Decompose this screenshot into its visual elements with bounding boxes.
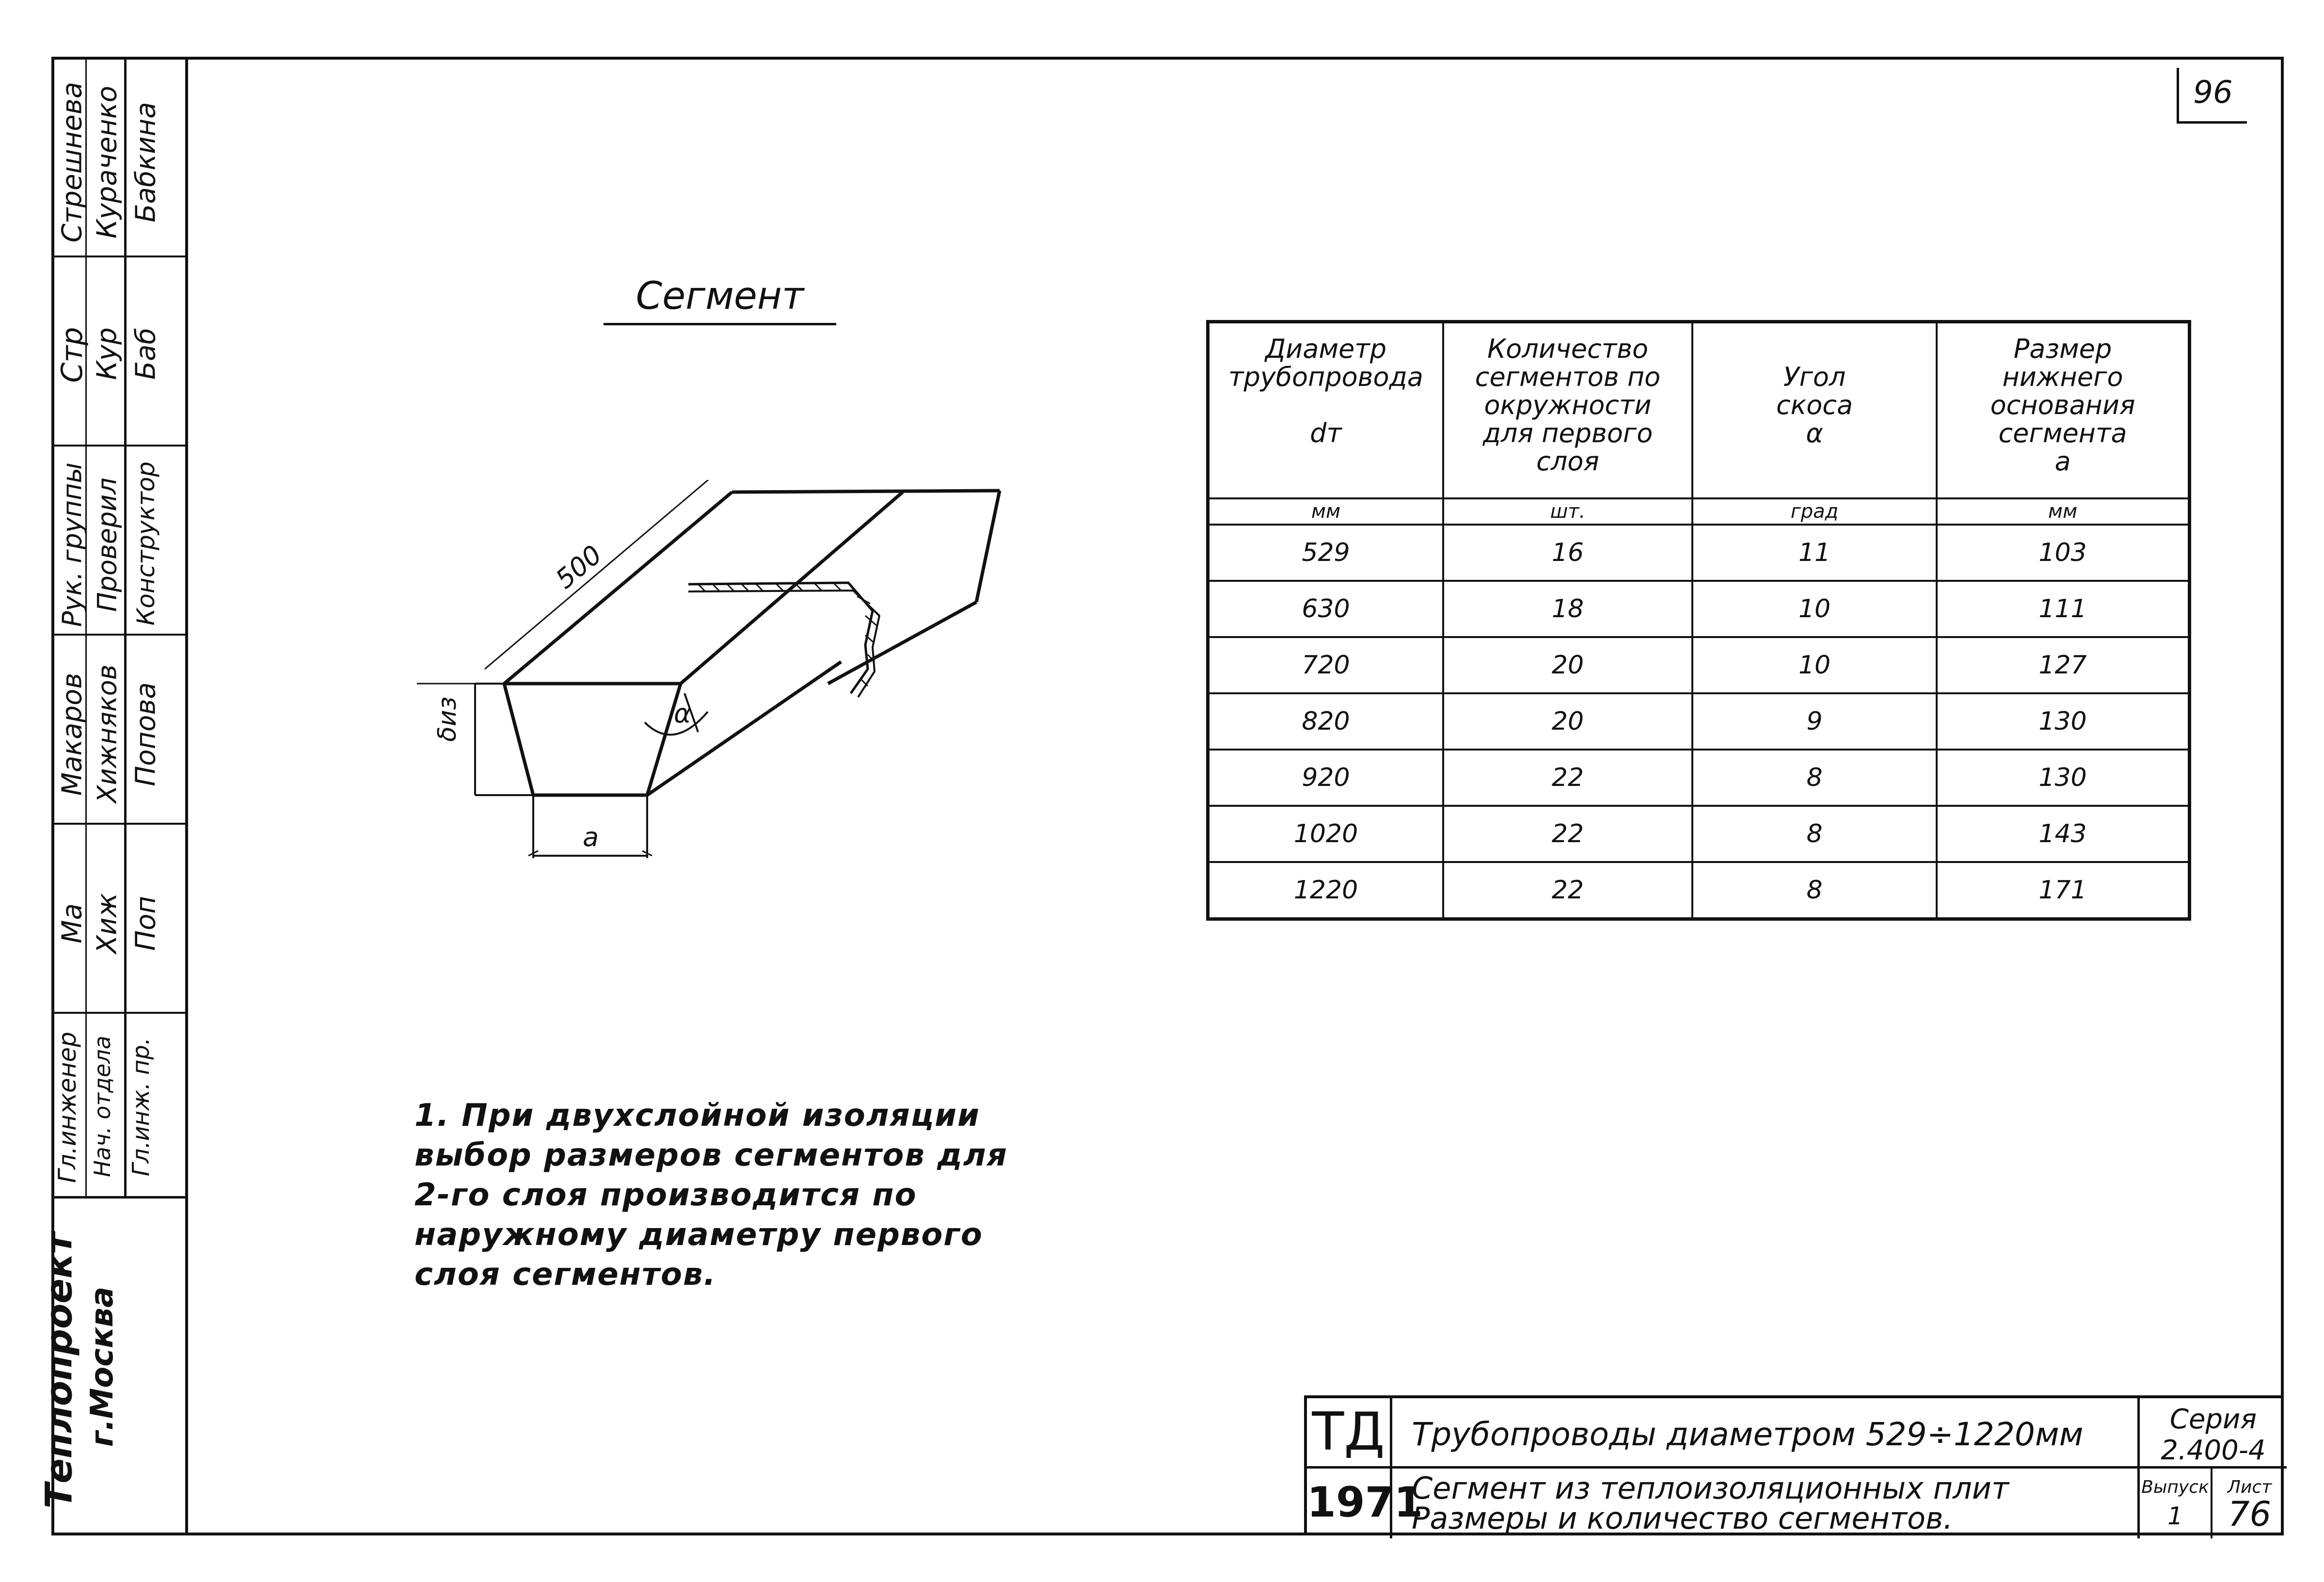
stamp-name-kurachenko: Кураченко	[91, 86, 123, 239]
cell-angle: 11	[1692, 525, 1937, 581]
stamp-name-babkina: Бабкина	[130, 102, 162, 223]
cell-base-size: 111	[1937, 581, 2190, 637]
stamp-name-makarov: Макаров	[56, 672, 88, 796]
header-angle: Угол скоса α	[1692, 322, 1937, 499]
segment-top-edge-left	[504, 492, 732, 684]
table-units-row	[1208, 498, 2190, 525]
stamp-city: г.Москва	[84, 1286, 120, 1447]
cell-quantity: 22	[1443, 750, 1692, 806]
sheet-cell	[2213, 1469, 2287, 1538]
stamp-signature-makarov: Ма	[56, 903, 88, 943]
table-row	[1208, 581, 2190, 637]
cell-angle: 8	[1692, 862, 1937, 919]
cell-quantity: 18	[1443, 581, 1692, 637]
table-row	[1208, 525, 2190, 581]
cell-base-size: 143	[1937, 806, 2190, 862]
stamp-name-streshneva: Стрешнева	[56, 81, 88, 243]
table-row	[1208, 637, 2190, 693]
segment-top-back	[732, 491, 1000, 492]
note-block	[414, 1096, 1045, 1294]
cell-diameter: 1220	[1208, 862, 1444, 919]
sheet-value: 76	[2228, 1494, 2272, 1534]
cell-base-size: 127	[1937, 637, 2190, 693]
cell-quantity: 22	[1443, 806, 1692, 862]
sheet-number-box	[2177, 68, 2247, 124]
segment-top-edge-right	[681, 492, 903, 684]
note-line: слоя сегментов.	[414, 1257, 716, 1293]
cell-base-size: 130	[1937, 750, 2190, 806]
note-line: выбор размеров сегментов для	[414, 1137, 1008, 1173]
stamp-signature-kurachenko: Кур	[91, 327, 123, 380]
cell-diameter: 920	[1208, 750, 1444, 806]
unit-angle: град	[1692, 498, 1937, 525]
series-value: 2.400-4	[2161, 1435, 2266, 1466]
segment-right-back-edge	[976, 491, 1000, 602]
cell-angle: 9	[1692, 693, 1937, 750]
stamp-signature-khizhnyakov: Хиж	[91, 893, 123, 954]
stamp-signature-babkina: Баб	[130, 327, 162, 380]
dimension-thickness-label: δиз	[433, 696, 462, 742]
sheet-label: Лист	[2227, 1477, 2272, 1497]
table-row	[1208, 750, 2190, 806]
stamp-organization: Теплопроект	[37, 1232, 80, 1509]
unit-quantity: шт.	[1443, 498, 1692, 525]
unit-diameter: мм	[1208, 498, 1444, 525]
td-cell	[1307, 1398, 1392, 1469]
issue-value: 1	[2167, 1502, 2183, 1530]
stamp-role-konstruktor: Конструктор	[132, 461, 160, 626]
table-row	[1208, 693, 2190, 750]
issue-label: Выпуск	[2141, 1477, 2209, 1497]
segment-table	[1206, 320, 2191, 921]
stamp-role-gl-inzh-pr: Гл.инж. пр.	[127, 1037, 155, 1177]
stamp-role-gl-inzhener: Гл.инженер	[53, 1032, 81, 1183]
header-diameter: Диаметр трубопровода dт	[1208, 322, 1444, 499]
cell-quantity: 22	[1443, 862, 1692, 919]
series-cell	[2140, 1398, 2287, 1469]
title-line-1: Трубопроводы диаметром 529÷1220мм	[1392, 1398, 2140, 1469]
table-row	[1208, 806, 2190, 862]
cell-angle: 10	[1692, 637, 1937, 693]
title-lines-2-3: Сегмент из теплоизоляционных плит Размеры и количество сегментов.	[1392, 1469, 2140, 1538]
stamp-role-nach-otdela: Нач. отдела	[89, 1036, 115, 1177]
cell-angle: 8	[1692, 806, 1937, 862]
dimension-length-label: 500	[550, 539, 608, 595]
table-header-row	[1208, 322, 2190, 499]
cell-diameter: 630	[1208, 581, 1444, 637]
cell-diameter: 529	[1208, 525, 1444, 581]
year-label: 1971	[1307, 1478, 1423, 1527]
cell-base-size: 103	[1937, 525, 2190, 581]
stamp-role-ruk-gruppy: Рук. группы	[57, 462, 88, 627]
cell-base-size: 171	[1937, 862, 2190, 919]
note-line: 1. При двухслойной изоляции	[414, 1098, 980, 1134]
cell-quantity: 20	[1443, 693, 1692, 750]
unit-base-size: мм	[1937, 498, 2190, 525]
title-block	[1304, 1395, 2284, 1535]
dimension-length	[485, 480, 713, 669]
note-line: 2-го слоя производится по	[414, 1177, 917, 1213]
cell-diameter: 720	[1208, 637, 1444, 693]
cell-quantity: 16	[1443, 525, 1692, 581]
series-label: Серия	[2169, 1404, 2257, 1435]
stamp-signature-streshneva: Стр	[55, 327, 89, 383]
segment-drawing	[388, 480, 1018, 878]
dimension-base-label: a	[583, 822, 599, 852]
segment-front-face	[504, 684, 681, 795]
note-line: наружному диаметру первого	[414, 1217, 983, 1253]
cell-diameter: 1020	[1208, 806, 1444, 862]
td-label: ТД	[1312, 1402, 1385, 1462]
table-row	[1208, 862, 2190, 919]
stamp-role-proveril: Проверил	[92, 478, 123, 612]
sheet-number-top: 96	[2193, 75, 2233, 111]
cell-diameter: 820	[1208, 693, 1444, 750]
cell-base-size: 130	[1937, 693, 2190, 750]
angle-label: α	[674, 698, 691, 729]
stamp-signature-popova: Поп	[130, 896, 162, 951]
stamp-name-khizhnyakov: Хижняков	[92, 664, 123, 803]
year-cell	[1307, 1469, 1423, 1538]
cell-angle: 10	[1692, 581, 1937, 637]
stamp-name-popova: Попова	[130, 682, 162, 786]
segment-title: Сегмент	[604, 274, 836, 325]
cell-quantity: 20	[1443, 637, 1692, 693]
issue-cell	[2140, 1469, 2213, 1538]
segment-right-bottom	[828, 602, 976, 684]
side-stamp	[37, 57, 188, 1535]
header-base-size: Размер нижнего основания сегмента а	[1937, 322, 2190, 499]
header-quantity: Количество сегментов по окружности для первого слоя	[1443, 322, 1692, 499]
dimension-thickness	[475, 684, 533, 795]
cell-angle: 8	[1692, 750, 1937, 806]
